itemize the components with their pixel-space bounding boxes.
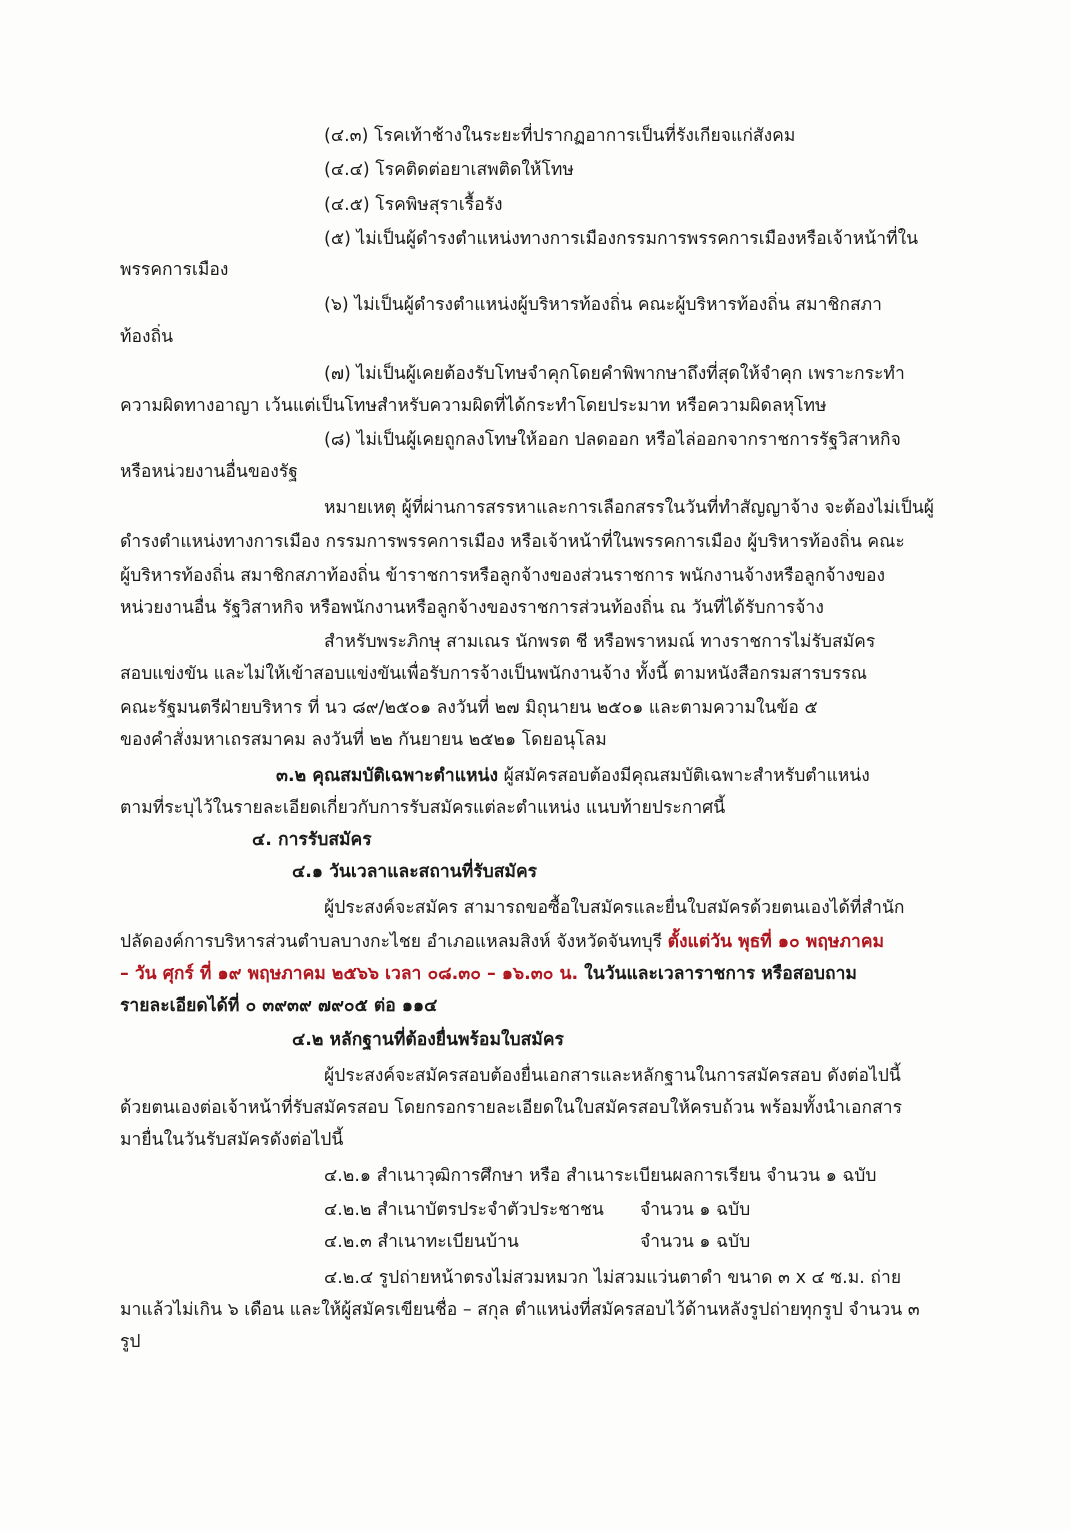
text-span: ผู้สมัครสอบต้องมีคุณสมบัติเฉพาะสำหรับตำแหน่ง (498, 766, 870, 786)
list-item: ๔.๒.๑ สำเนาวุฒิการศึกษา หรือ สำเนาระเบียนผลการเรียน จำนวน ๑ ฉบับ (324, 1166, 877, 1186)
note-line: หน่วยงานอื่น รัฐวิสาหกิจ หรือพนักงานหรือลูกจ้างของราชการส่วนท้องถิ่น ณ วันที่ได้รับการจ้าง (120, 598, 824, 618)
text-line (120, 930, 884, 954)
list-item (324, 1230, 784, 1254)
highlight-date: – วัน ศุกร์ ที่ ๑๙ พฤษภาคม ๒๕๖๖ เวลา ๐๘.๓๐ – ๑๖.๓๐ น. (120, 964, 579, 984)
text-line: สำหรับพระภิกษุ สามเณร นักพรต ชี หรือพราหมณ์ ทางราชการไม่รับสมัคร (324, 632, 876, 652)
text-line: คณะรัฐมนตรีฝ่ายบริหาร ที่ นว ๘๙/๒๕๐๑ ลงวันที่ ๒๗ มิถุนายน ๒๕๐๑ และตามความในข้อ ๕ (120, 698, 818, 718)
text-span: ในวันและเวลาราชการ หรือสอบถาม (578, 964, 857, 984)
text-line: (๖) ไม่เป็นผู้ดำรงตำแหน่งผู้บริหารท้องถิ่น คณะผู้บริหารท้องถิ่น สมาชิกสภา (324, 295, 882, 315)
text-line: มายื่นในวันรับสมัครดังต่อไปนี้ (120, 1130, 344, 1150)
list-item: ๔.๒.๔ รูปถ่ายหน้าตรงไม่สวมหมวก ไม่สวมแว่นตาดำ ขนาด ๓ x ๔ ซ.ม. ถ่าย (324, 1268, 902, 1288)
section-3-2-line (276, 764, 870, 788)
text-line: มาแล้วไม่เกิน ๖ เดือน และให้ผู้สมัครเขียนชื่อ – สกุล ตำแหน่งที่สมัครสอบไว้ด้านหลังรูปถ่ายทุกรูป จำนวน ๓ (120, 1300, 920, 1320)
text-line: ท้องถิ่น (120, 327, 174, 347)
text-span: ปลัดองค์การบริหารส่วนตำบลบางกะไชย อำเภอแหลมสิงห์ จังหวัดจันทบุรี (120, 932, 668, 952)
highlight-date: ตั้งแต่วัน พุธที่ ๑๐ พฤษภาคม (667, 932, 885, 952)
list-item-label: ๔.๒.๓ สำเนาทะเบียนบ้าน (324, 1232, 519, 1252)
section-heading: ๓.๒ คุณสมบัติเฉพาะตำแหน่ง (276, 766, 499, 786)
text-line: (๘) ไม่เป็นผู้เคยถูกลงโทษให้ออก ปลดออก หรือไล่ออกจากราชการรัฐวิสาหกิจ (324, 430, 901, 450)
text-line: ผู้ประสงค์จะสมัคร สามารถขอซื้อใบสมัครและยื่นใบสมัครด้วยตนเองได้ที่สำนัก (324, 898, 905, 918)
text-line: (๔.๕) โรคพิษสุราเรื้อรัง (324, 195, 503, 215)
text-line: ความผิดทางอาญา เว้นแต่เป็นโทษสำหรับความผิดที่ได้กระทำโดยประมาท หรือความผิดลหุโทษ (120, 396, 827, 416)
text-line: ตามที่ระบุไว้ในรายละเอียดเกี่ยวกับการรับสมัครแต่ละตำแหน่ง แนบท้ายประกาศนี้ (120, 798, 726, 818)
text-line: สอบแข่งขัน และไม่ให้เข้าสอบแข่งขันเพื่อรับการจ้างเป็นพนักงานจ้าง ทั้งนี้ ตามหนังสือกรมสารบรรณ (120, 664, 867, 684)
list-item-qty: จำนวน ๑ ฉบับ (640, 1232, 751, 1252)
note-line: หมายเหตุ ผู้ที่ผ่านการสรรหาและการเลือกสรรในวันที่ทำสัญญาจ้าง จะต้องไม่เป็นผู้ (324, 498, 935, 518)
subsection-heading: ๔.๒ หลักฐานที่ต้องยื่นพร้อมใบสมัคร (292, 1030, 564, 1050)
list-item-qty: จำนวน ๑ ฉบับ (640, 1200, 751, 1220)
text-line: ผู้ประสงค์จะสมัครสอบต้องยื่นเอกสารและหลักฐานในการสมัครสอบ ดังต่อไปนี้ (324, 1066, 901, 1086)
text-line (120, 962, 857, 986)
list-item (324, 1198, 784, 1222)
text-line: หรือหน่วยงานอื่นของรัฐ (120, 462, 298, 482)
list-item-label: ๔.๒.๒ สำเนาบัตรประจำตัวประชาชน (324, 1200, 604, 1220)
subsection-heading: ๔.๑ วันเวลาและสถานที่รับสมัคร (292, 862, 538, 882)
note-line: ดำรงตำแหน่งทางการเมือง กรรมการพรรคการเมือง หรือเจ้าหน้าที่ในพรรคการเมือง ผู้บริหารท้องถิ่น คณะ (120, 532, 905, 552)
text-line: (๕) ไม่เป็นผู้ดำรงตำแหน่งทางการเมืองกรรมการพรรคการเมืองหรือเจ้าหน้าที่ใน (324, 229, 919, 249)
text-line: (๔.๓) โรคเท้าช้างในระยะที่ปรากฏอาการเป็นที่รังเกียจแก่สังคม (324, 126, 796, 146)
text-line: พรรคการเมือง (120, 260, 229, 280)
text-line: รูป (120, 1332, 141, 1352)
note-line: ผู้บริหารท้องถิ่น สมาชิกสภาท้องถิ่น ข้าราชการหรือลูกจ้างของส่วนราชการ พนักงานจ้างหรือลูกจ้างของ (120, 566, 886, 586)
text-line: ของคำสั่งมหาเถรสมาคม ลงวันที่ ๒๒ กันยายน ๒๕๒๑ โดยอนุโลม (120, 730, 607, 750)
text-line: (๗) ไม่เป็นผู้เคยต้องรับโทษจำคุกโดยคำพิพากษาถึงที่สุดให้จำคุก เพราะกระทำ (324, 364, 905, 384)
section-heading: ๔. การรับสมัคร (252, 830, 372, 850)
contact-line: รายละเอียดได้ที่ ๐ ๓๙๓๙ ๗๙๐๕ ต่อ ๑๑๔ (120, 996, 438, 1016)
text-line: ด้วยตนเองต่อเจ้าหน้าที่รับสมัครสอบ โดยกรอกรายละเอียดในใบสมัครสอบให้ครบถ้วน พร้อมทั้งนำเอกสาร (120, 1098, 903, 1118)
text-line: (๔.๔) โรคติดต่อยาเสพติดให้โทษ (324, 160, 574, 180)
